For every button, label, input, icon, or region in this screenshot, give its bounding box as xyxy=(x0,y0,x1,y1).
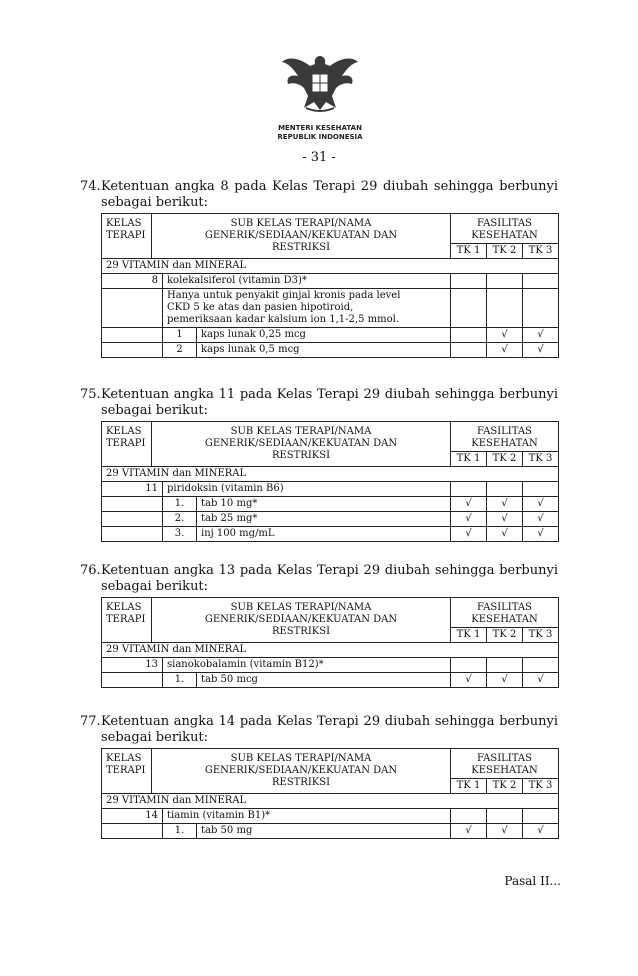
item-text-line2: sebagai berikut: xyxy=(101,403,209,418)
item-heading-77 xyxy=(80,714,558,746)
drug-name: tiamin (vitamin B1)* xyxy=(163,809,451,824)
ministry-title xyxy=(250,124,390,142)
drug-number: 14 xyxy=(102,809,163,824)
table-row: 3. inj 100 mg/mL √ √ √ xyxy=(102,527,559,542)
item-text-line2: sebagai berikut: xyxy=(101,579,209,594)
class-row: 29 VITAMIN dan MINERAL xyxy=(102,643,559,658)
page-number: - 31 - xyxy=(302,150,336,165)
header-fasilitas: FASILITAS KESEHATAN xyxy=(451,422,559,452)
class-row: 29 VITAMIN dan MINERAL xyxy=(102,259,559,274)
class-row: 29 VITAMIN dan MINERAL xyxy=(102,467,559,482)
header-kelas: KELAS TERAPI xyxy=(102,422,152,467)
item-number: 77. xyxy=(80,714,101,729)
item-number: 75. xyxy=(80,387,101,402)
drug-name: piridoksin (vitamin B6) xyxy=(163,482,451,497)
header-tk2: TK 2 xyxy=(487,244,523,259)
header-tk3: TK 3 xyxy=(523,628,559,643)
item-heading-76 xyxy=(80,563,558,595)
drug-number: 11 xyxy=(102,482,163,497)
drug-name: sianokobalamin (vitamin B12)* xyxy=(163,658,451,673)
header-tk3: TK 3 xyxy=(523,452,559,467)
table-row: 1. tab 50 mcg √ √ √ xyxy=(102,673,559,688)
header-tk2: TK 2 xyxy=(487,452,523,467)
item-heading-74 xyxy=(80,179,558,211)
header-tk3: TK 3 xyxy=(523,779,559,794)
header-tk2: TK 2 xyxy=(487,628,523,643)
header-tk1: TK 1 xyxy=(451,452,487,467)
table-row: 2 kaps lunak 0,5 mcg √ √ xyxy=(102,343,559,358)
header-tk3: TK 3 xyxy=(523,244,559,259)
header-kelas: KELAS TERAPI xyxy=(102,598,152,643)
therapy-table-76 xyxy=(101,597,559,688)
continuation-text: Pasal II... xyxy=(504,874,561,888)
item-text-line1: Ketentuan angka 11 pada Kelas Terapi 29 diubah sehingga berbunyi xyxy=(101,387,558,402)
table-row: 2. tab 25 mg* √ √ √ xyxy=(102,512,559,527)
therapy-table-75 xyxy=(101,421,559,542)
drug-name: kolekalsiferol (vitamin D3)* xyxy=(163,274,451,289)
header-sub-kelas: SUB KELAS TERAPI/NAMA GENERIK/SEDIAAN/KEKUATAN DAN RESTRIKSI xyxy=(152,422,451,467)
header-tk1: TK 1 xyxy=(451,628,487,643)
table-row: 1. tab 10 mg* √ √ √ xyxy=(102,497,559,512)
ministry-line-2: REPUBLIK INDONESIA xyxy=(277,133,363,141)
item-number: 74. xyxy=(80,179,101,194)
header-sub-kelas: SUB KELAS TERAPI/NAMA GENERIK/SEDIAAN/KEKUATAN DAN RESTRIKSI xyxy=(152,214,451,259)
table-row: 1. tab 50 mg √ √ √ xyxy=(102,824,559,839)
drug-number: 8 xyxy=(102,274,163,289)
header-fasilitas: FASILITAS KESEHATAN xyxy=(451,598,559,628)
item-text-line1: Ketentuan angka 14 pada Kelas Terapi 29 diubah sehingga berbunyi xyxy=(101,714,558,729)
item-text-line2: sebagai berikut: xyxy=(101,195,209,210)
class-row: 29 VITAMIN dan MINERAL xyxy=(102,794,559,809)
item-text-line2: sebagai berikut: xyxy=(101,730,209,745)
header-fasilitas: FASILITAS KESEHATAN xyxy=(451,214,559,244)
restriction-text: Hanya untuk penyakit ginjal kronis pada level CKD 5 ke atas dan pasien hipotiroid, pemeriksaan kadar kalsium ion 1,1-2,5 mmol. xyxy=(163,289,451,328)
item-number: 76. xyxy=(80,563,101,578)
header-tk1: TK 1 xyxy=(451,244,487,259)
header-kelas: KELAS TERAPI xyxy=(102,214,152,259)
header-sub-kelas: SUB KELAS TERAPI/NAMA GENERIK/SEDIAAN/KEKUATAN DAN RESTRIKSI xyxy=(152,749,451,794)
table-row: 1 kaps lunak 0,25 mcg √ √ xyxy=(102,328,559,343)
item-text-line1: Ketentuan angka 8 pada Kelas Terapi 29 diubah sehingga berbunyi xyxy=(101,179,558,194)
therapy-table-74 xyxy=(101,213,559,358)
item-text-line1: Ketentuan angka 13 pada Kelas Terapi 29 diubah sehingga berbunyi xyxy=(101,563,558,578)
therapy-table-77 xyxy=(101,748,559,839)
garuda-emblem-icon xyxy=(280,52,360,114)
drug-number: 13 xyxy=(102,658,163,673)
header-sub-kelas: SUB KELAS TERAPI/NAMA GENERIK/SEDIAAN/KEKUATAN DAN RESTRIKSI xyxy=(152,598,451,643)
item-heading-75 xyxy=(80,387,558,419)
header-tk1: TK 1 xyxy=(451,779,487,794)
ministry-line-1: MENTERI KESEHATAN xyxy=(278,124,362,132)
header-tk2: TK 2 xyxy=(487,779,523,794)
header-kelas: KELAS TERAPI xyxy=(102,749,152,794)
header-fasilitas: FASILITAS KESEHATAN xyxy=(451,749,559,779)
